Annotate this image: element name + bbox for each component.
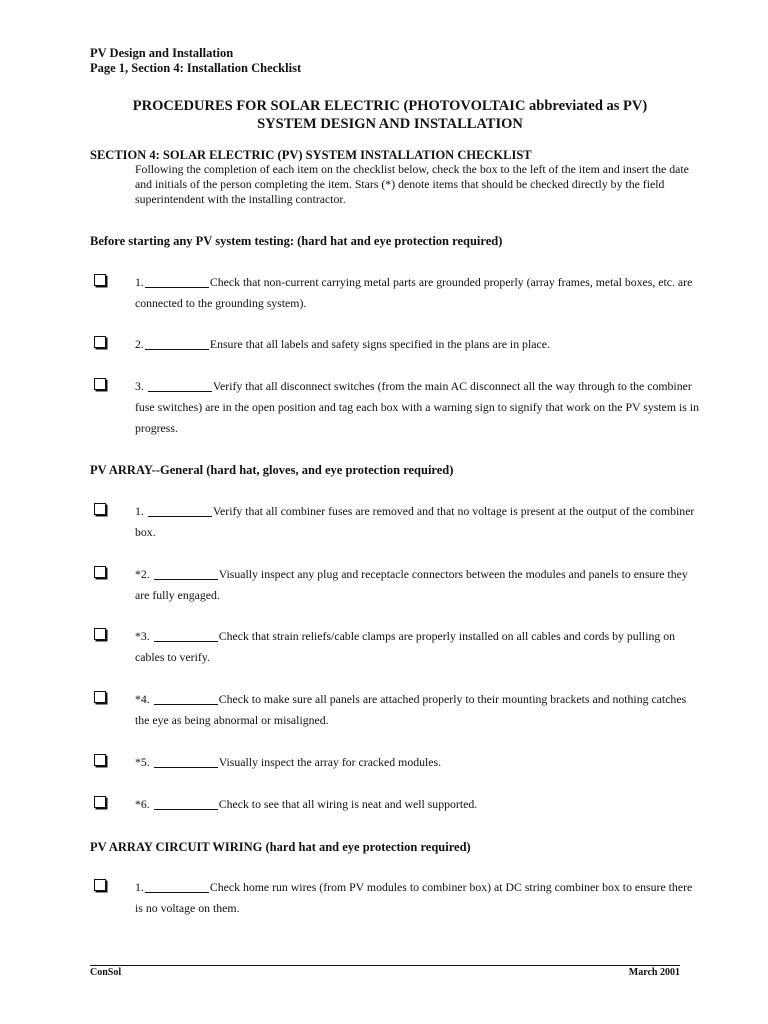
- group-heading: Before starting any PV system testing: (hard hat and eye protection required): [90, 234, 503, 248]
- checkbox[interactable]: [94, 336, 106, 348]
- checklist-item: [90, 752, 700, 773]
- title-line-2: SYSTEM DESIGN AND INSTALLATION: [257, 116, 523, 132]
- date-initials-blank[interactable]: [145, 337, 209, 350]
- checkbox[interactable]: [94, 879, 106, 891]
- checkbox[interactable]: [94, 566, 106, 578]
- date-initials-blank[interactable]: [154, 567, 218, 580]
- item-number: 1.: [135, 275, 144, 289]
- item-text: Check that strain reliefs/cable clamps are properly installed on all cables and cords by pulling on cables to verify.: [135, 629, 676, 664]
- item-text: Check that non-current carrying metal parts are grounded properly (array frames, metal boxes, etc. are connected to the grounding system).: [135, 275, 693, 310]
- date-initials-blank[interactable]: [145, 880, 209, 893]
- header-line-1: PV Design and Installation: [90, 46, 234, 60]
- item-text: Visually inspect the array for cracked modules.: [218, 755, 442, 769]
- title-line-1: PROCEDURES FOR SOLAR ELECTRIC (PHOTOVOLTAIC abbreviated as PV): [132, 98, 648, 114]
- date-initials-blank[interactable]: [154, 629, 218, 642]
- header-line-2: Page 1, Section 4: Installation Checklist: [90, 61, 302, 75]
- item-number: 1.: [135, 880, 144, 894]
- section-intro: Following the completion of each item on the checklist below, check the box to the left of the item and insert the date and initials of the person completing the item. Stars (*) denote items that should be checked directly by the field superintendent with the installing contractor.: [135, 162, 689, 207]
- footer-organization: ConSol: [90, 967, 122, 978]
- checkbox[interactable]: [94, 378, 106, 390]
- checklist-item: [90, 564, 700, 606]
- section-heading: SECTION 4: SOLAR ELECTRIC (PV) SYSTEM INSTALLATION CHECKLIST: [90, 148, 532, 162]
- item-text: Verify that all combiner fuses are removed and that no voltage is present at the output of the combiner box.: [135, 504, 695, 539]
- item-number: 1.: [135, 504, 144, 518]
- checkbox[interactable]: [94, 796, 106, 808]
- date-initials-blank[interactable]: [145, 275, 209, 288]
- item-text: Check to see that all wiring is neat and well supported.: [218, 797, 478, 811]
- group-heading: PV ARRAY--General (hard hat, gloves, and eye protection required): [90, 463, 454, 477]
- date-initials-blank[interactable]: [148, 379, 212, 392]
- checklist-item: [90, 794, 700, 815]
- checklist-item: [90, 501, 700, 543]
- checkbox[interactable]: [94, 628, 106, 640]
- item-number: *3.: [135, 629, 150, 643]
- checkbox[interactable]: [94, 691, 106, 703]
- date-initials-blank[interactable]: [154, 692, 218, 705]
- item-text: Check to make sure all panels are attached properly to their mounting brackets and nothing catches the eye as being abnormal or misaligned.: [135, 692, 687, 727]
- checklist-item: [90, 272, 700, 314]
- item-number: 2.: [135, 337, 144, 351]
- date-initials-blank[interactable]: [154, 755, 218, 768]
- checkbox[interactable]: [94, 274, 106, 286]
- checklist-item: [90, 877, 700, 919]
- date-initials-blank[interactable]: [154, 797, 218, 810]
- date-initials-blank[interactable]: [148, 504, 212, 517]
- item-number: *4.: [135, 692, 150, 706]
- item-number: *6.: [135, 797, 150, 811]
- checklist-item: [90, 689, 700, 731]
- item-text: Visually inspect any plug and receptacle connectors between the modules and panels to ensure they are fully engaged.: [135, 567, 688, 602]
- item-number: 3.: [135, 379, 144, 393]
- checklist-item: [90, 376, 700, 439]
- item-number: *2.: [135, 567, 150, 581]
- checklist-item: [90, 626, 700, 668]
- item-text: Verify that all disconnect switches (from the main AC disconnect all the way through to the combiner fuse switches) are in the open position and tag each box with a warning sign to signify that work on the PV system is in progress.: [135, 379, 699, 435]
- checkbox[interactable]: [94, 503, 106, 515]
- item-number: *5.: [135, 755, 150, 769]
- footer-rule: [90, 965, 680, 966]
- group-heading: PV ARRAY CIRCUIT WIRING (hard hat and eye protection required): [90, 840, 471, 854]
- item-text: Ensure that all labels and safety signs specified in the plans are in place.: [209, 337, 550, 351]
- item-text: Check home run wires (from PV modules to combiner box) at DC string combiner box to ensure there is no voltage on them.: [135, 880, 693, 915]
- checkbox[interactable]: [94, 754, 106, 766]
- footer-date: March 2001: [628, 967, 680, 978]
- checklist-item: [90, 334, 700, 355]
